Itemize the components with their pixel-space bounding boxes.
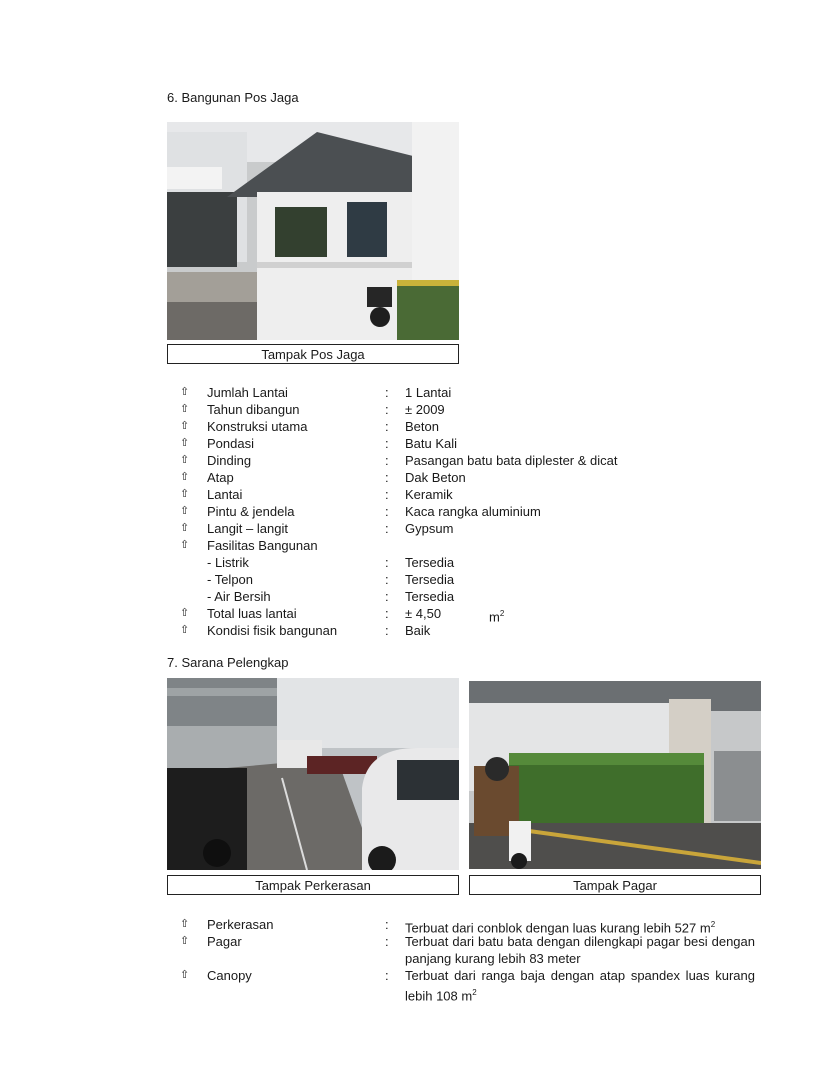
spec-value: ± 2009 bbox=[405, 402, 445, 417]
bullet-icon: ⇧ bbox=[180, 505, 190, 517]
spec-label: Jumlah Lantai bbox=[207, 385, 288, 400]
perkerasan-description: Terbuat dari conblok dengan luas kurang lebih 527 $m^2$ bbox=[405, 920, 716, 936]
spec-label: Pintu & jendela bbox=[207, 504, 295, 519]
section-7-heading: 7. Sarana Pelengkap bbox=[167, 655, 289, 670]
spec-colon: : bbox=[385, 419, 389, 434]
facility-label: - Air Bersih bbox=[207, 589, 271, 604]
spec-row bbox=[0, 435, 833, 452]
spec-value: Batu Kali bbox=[405, 436, 458, 451]
facility-value: Tersedia bbox=[405, 555, 455, 570]
bullet-icon: ⇧ bbox=[180, 488, 190, 500]
spec-value: Beton bbox=[405, 419, 439, 434]
spec-colon: : bbox=[385, 934, 389, 949]
spec-row bbox=[0, 520, 833, 537]
bullet-icon: ⇧ bbox=[180, 420, 190, 432]
spec-label: Konstruksi utama bbox=[207, 419, 308, 434]
spec-label: Langit – langit bbox=[207, 521, 288, 536]
facility-label: - Listrik bbox=[207, 555, 249, 570]
spec-label: Lantai bbox=[207, 487, 243, 502]
fence-caption: Tampak Pagar bbox=[469, 875, 761, 895]
spec-label: Kondisi fisik bangunan bbox=[207, 623, 338, 638]
facility-row bbox=[0, 571, 833, 588]
facility-label: - Telpon bbox=[207, 572, 254, 587]
spec-value: 1 Lantai bbox=[405, 385, 452, 400]
spec-row bbox=[0, 605, 833, 625]
spec-label: Total luas lantai bbox=[207, 606, 297, 621]
bullet-icon: ⇧ bbox=[180, 522, 190, 534]
spec-colon: : bbox=[385, 504, 389, 519]
bullet-icon: ⇧ bbox=[180, 454, 190, 466]
bullet-icon: ⇧ bbox=[180, 471, 190, 483]
spec-value: Dak Beton bbox=[405, 470, 466, 485]
spec-row bbox=[0, 418, 833, 435]
area-unit: $m^2$ bbox=[489, 609, 505, 625]
spec-value: Baik bbox=[405, 623, 431, 638]
spec-colon: : bbox=[385, 521, 389, 536]
spec-colon: : bbox=[385, 470, 389, 485]
spec-row bbox=[0, 537, 833, 554]
facility-value: Tersedia bbox=[405, 589, 455, 604]
bullet-icon: ⇧ bbox=[180, 539, 190, 551]
spec-value: ± 4,50 bbox=[405, 606, 442, 621]
section-6-heading: 6. Bangunan Pos Jaga bbox=[167, 90, 299, 105]
spec-row bbox=[0, 469, 833, 486]
spec-colon: : bbox=[385, 453, 389, 468]
spec-colon: : bbox=[385, 402, 389, 417]
desc-label: Perkerasan bbox=[207, 917, 274, 932]
spec-value: Kaca rangka aluminium bbox=[405, 504, 541, 519]
guard-post-caption: Tampak Pos Jaga bbox=[167, 344, 459, 364]
facility-row bbox=[0, 554, 833, 571]
bullet-icon: ⇧ bbox=[180, 437, 190, 449]
bullet-icon: ⇧ bbox=[180, 624, 190, 636]
spec-label: Dinding bbox=[207, 453, 252, 468]
bullet-icon: ⇧ bbox=[180, 607, 190, 619]
pagar-description: Terbuat dari batu bata dengan dilengkapi pagar besi dengan panjang kurang lebih 83 meter bbox=[405, 934, 755, 966]
fence-photo bbox=[469, 681, 761, 869]
spec-label: Tahun dibangun bbox=[207, 402, 300, 417]
spec-colon: : bbox=[385, 487, 389, 502]
spec-colon: : bbox=[385, 917, 389, 932]
bullet-icon: ⇧ bbox=[180, 918, 190, 930]
spec-colon: : bbox=[385, 589, 389, 604]
facility-value: Tersedia bbox=[405, 572, 455, 587]
bullet-icon: ⇧ bbox=[180, 969, 190, 981]
spec-value: Keramik bbox=[405, 487, 453, 502]
spec-label: Pondasi bbox=[207, 436, 254, 451]
spec-colon: : bbox=[385, 623, 389, 638]
spec-colon: : bbox=[385, 385, 389, 400]
spec-row bbox=[0, 401, 833, 418]
pavement-photo bbox=[167, 678, 459, 870]
spec-label: Atap bbox=[207, 470, 234, 485]
spec-row bbox=[0, 503, 833, 520]
guard-post-photo bbox=[167, 122, 459, 340]
spec-value: Gypsum bbox=[405, 521, 454, 536]
canopy-description: Terbuat dari ranga baja dengan atap spandex luas kurang lebih 108 $m^2$ bbox=[405, 968, 755, 1004]
spec-colon: : bbox=[385, 968, 389, 983]
facility-row bbox=[0, 588, 833, 605]
desc-label: Canopy bbox=[207, 968, 252, 983]
desc-label: Pagar bbox=[207, 934, 242, 949]
spec-label: Fasilitas Bangunan bbox=[207, 538, 318, 553]
pavement-caption: Tampak Perkerasan bbox=[167, 875, 459, 895]
spec-row bbox=[0, 486, 833, 503]
spec-colon: : bbox=[385, 606, 389, 621]
spec-colon: : bbox=[385, 555, 389, 570]
spec-row bbox=[0, 452, 833, 469]
spec-value: Pasangan batu bata diplester & dicat bbox=[405, 453, 618, 468]
bullet-icon: ⇧ bbox=[180, 386, 190, 398]
bullet-icon: ⇧ bbox=[180, 935, 190, 947]
spec-row bbox=[0, 622, 833, 639]
spec-row bbox=[0, 384, 833, 401]
spec-colon: : bbox=[385, 436, 389, 451]
bullet-icon: ⇧ bbox=[180, 403, 190, 415]
spec-colon: : bbox=[385, 572, 389, 587]
